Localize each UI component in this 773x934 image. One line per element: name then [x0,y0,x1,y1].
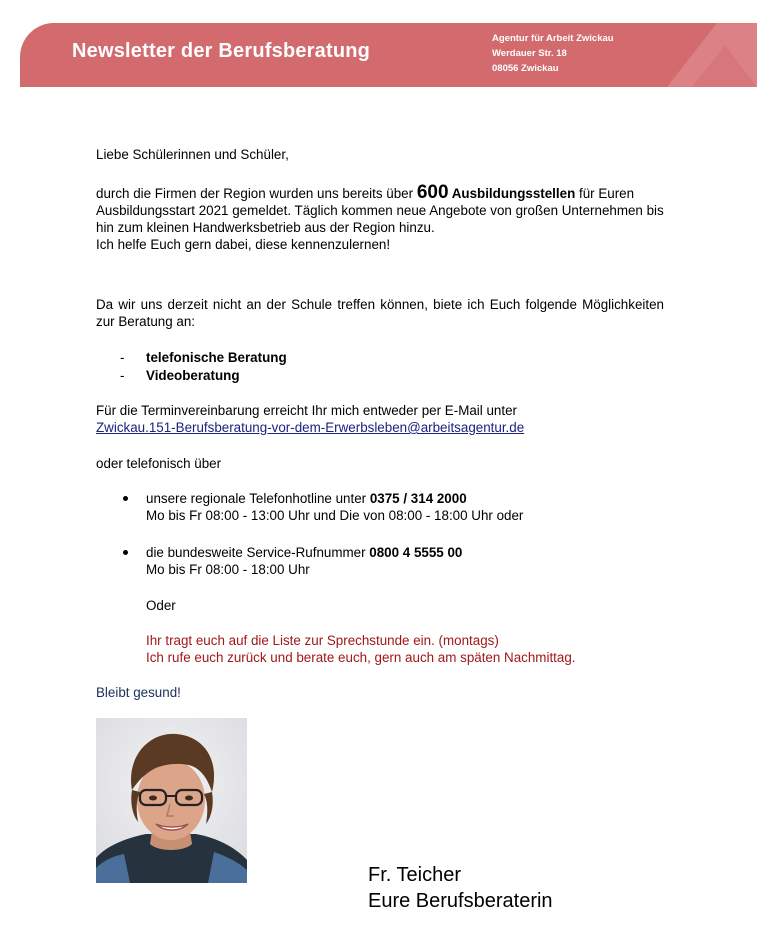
consultation-options-intro: Da wir uns derzeit nicht an der Schule treffen können, biete ich Euch folgende Möglichkeiten zur Beratung an: [96,297,664,329]
address-line-3: 08056 Zwickau [492,63,559,74]
callback-note-line-2: Ich rufe euch zurück und berate euch, gern auch am späten Nachmittag. [146,650,576,665]
phone-item-national [120,544,462,578]
apprenticeship-term: Ausbildungsstellen [448,186,576,201]
callback-note-line-1: Ihr tragt euch auf die Liste zur Sprechstunde ein. (montags) [146,633,499,648]
appointment-paragraph [96,402,664,436]
or-by-phone: oder telefonisch über [96,456,222,471]
agency-address [492,31,614,76]
advisor-role: Eure Berufsberaterin [368,890,553,912]
callback-note [146,632,576,666]
list-item [120,367,287,385]
address-line-1: Agentur für Arbeit Zwickau [492,33,614,44]
regional-hotline-number: 0375 / 314 2000 [369,491,467,506]
intro-line-2: Ich helfe Euch gern dabei, diese kennenzulernen! [96,237,391,252]
closing-greeting: Bleibt gesund! [96,685,181,700]
newsletter-header [20,23,757,87]
list-item [120,349,287,367]
header-decoration-icon [637,23,757,87]
option-label: telefonische Beratung [146,350,287,365]
newsletter-title: Newsletter der Berufsberatung [72,40,371,62]
option-label: Videoberatung [146,368,240,383]
phone-item-regional [120,490,523,524]
consultation-options-list [120,349,287,385]
apprenticeship-count: 600 [416,182,449,203]
phone-item-text: die bundesweite Service-Rufnummer [146,545,370,560]
bullet-icon [123,550,128,555]
advisor-name: Fr. Teicher [368,864,461,886]
phone-item-text: unsere regionale Telefonhotline unter [146,491,370,506]
or-label: Oder [146,598,176,613]
dash-marker: - [120,350,125,365]
service-hotline-number: 0800 4 5555 00 [369,545,463,560]
dash-marker: - [120,368,125,383]
intro-paragraph [96,184,664,253]
email-link[interactable]: Zwickau.151-Berufsberatung-vor-dem-Erwerbsleben@arbeitsagentur.de [96,420,525,435]
portrait-illustration-icon [96,718,247,883]
greeting: Liebe Schülerinnen und Schüler, [96,147,289,162]
address-line-2: Werdauer Str. 18 [492,48,567,59]
signature-block [368,862,553,914]
intro-pre: durch die Firmen der Region wurden uns bereits über [96,186,417,201]
advisor-portrait [96,718,247,883]
bullet-icon [123,496,128,501]
phone-item-hours: Mo bis Fr 08:00 - 13:00 Uhr und Die von 08:00 - 18:00 Uhr oder [146,508,524,523]
intro-post: für Euren Ausbildungsstart 2021 gemeldet. Täglich kommen neue Angebote von großen Unternehmen bis hin zum kleinen Handwerksbetrieb aus der Region hinzu. [96,186,664,235]
appointment-text: Für die Terminvereinbarung erreicht Ihr mich entweder per E-Mail unter [96,403,517,418]
phone-item-hours: Mo bis Fr 08:00 - 18:00 Uhr [146,562,310,577]
